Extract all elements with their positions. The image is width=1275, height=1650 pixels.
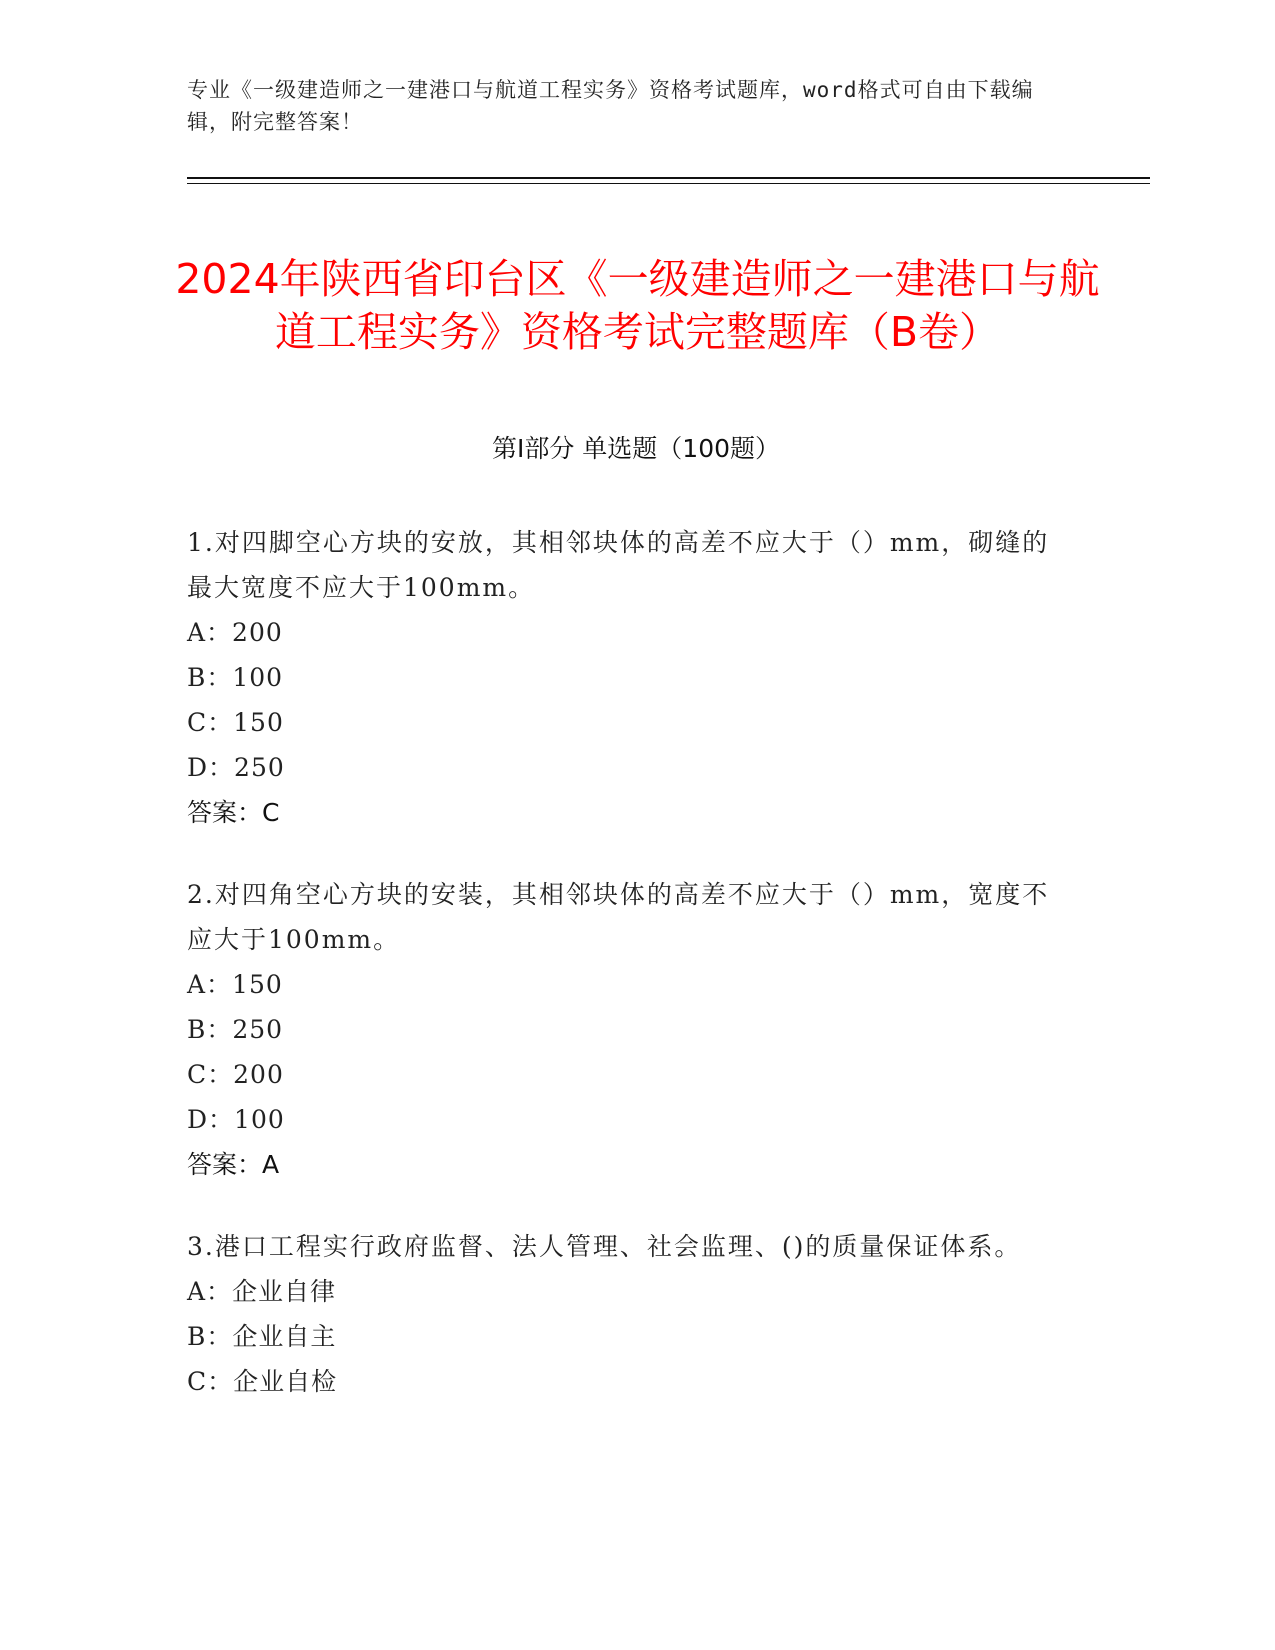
option-c: C：200 [187, 1060, 284, 1089]
answer: 答案：C [187, 798, 280, 827]
question-list [187, 520, 1067, 1440]
option-b: B：250 [187, 1015, 284, 1044]
option-b: B：企业自主 [187, 1322, 337, 1351]
question-text: 3.港口工程实行政府监督、法人管理、社会监理、()的质量保证体系。 [187, 1232, 1022, 1261]
header-note: 专业《一级建造师之一建港口与航道工程实务》资格考试题库，word格式可自由下载编辑，附完整答案！ [187, 78, 1034, 134]
option-a: A：企业自律 [187, 1277, 337, 1306]
option-b: B：100 [187, 663, 284, 692]
question-text: 2.对四角空心方块的安装，其相邻块体的高差不应大于（）mm，宽度不应大于100mm。 [187, 880, 1050, 954]
document-title: 2024年陕西省印台区《一级建造师之一建港口与航道工程实务》资格考试完整题库（B卷） [175, 255, 1100, 357]
question-2 [187, 872, 1067, 1188]
question-text: 1.对四脚空心方块的安放，其相邻块体的高差不应大于（）mm，砌缝的最大宽度不应大于100mm。 [187, 528, 1050, 602]
option-d: D：100 [187, 1105, 285, 1134]
answer: 答案：A [187, 1150, 280, 1179]
question-1 [187, 520, 1067, 836]
option-d: D：250 [187, 753, 285, 782]
option-c: C：150 [187, 708, 284, 737]
option-a: A：200 [187, 618, 283, 647]
option-a: A：150 [187, 970, 283, 999]
option-c: C：企业自检 [187, 1367, 338, 1396]
header-divider-thin [187, 183, 1150, 184]
section-heading: 第I部分 单选题（100题） [491, 434, 781, 463]
header-divider-thick [187, 177, 1150, 179]
question-3 [187, 1224, 1067, 1404]
